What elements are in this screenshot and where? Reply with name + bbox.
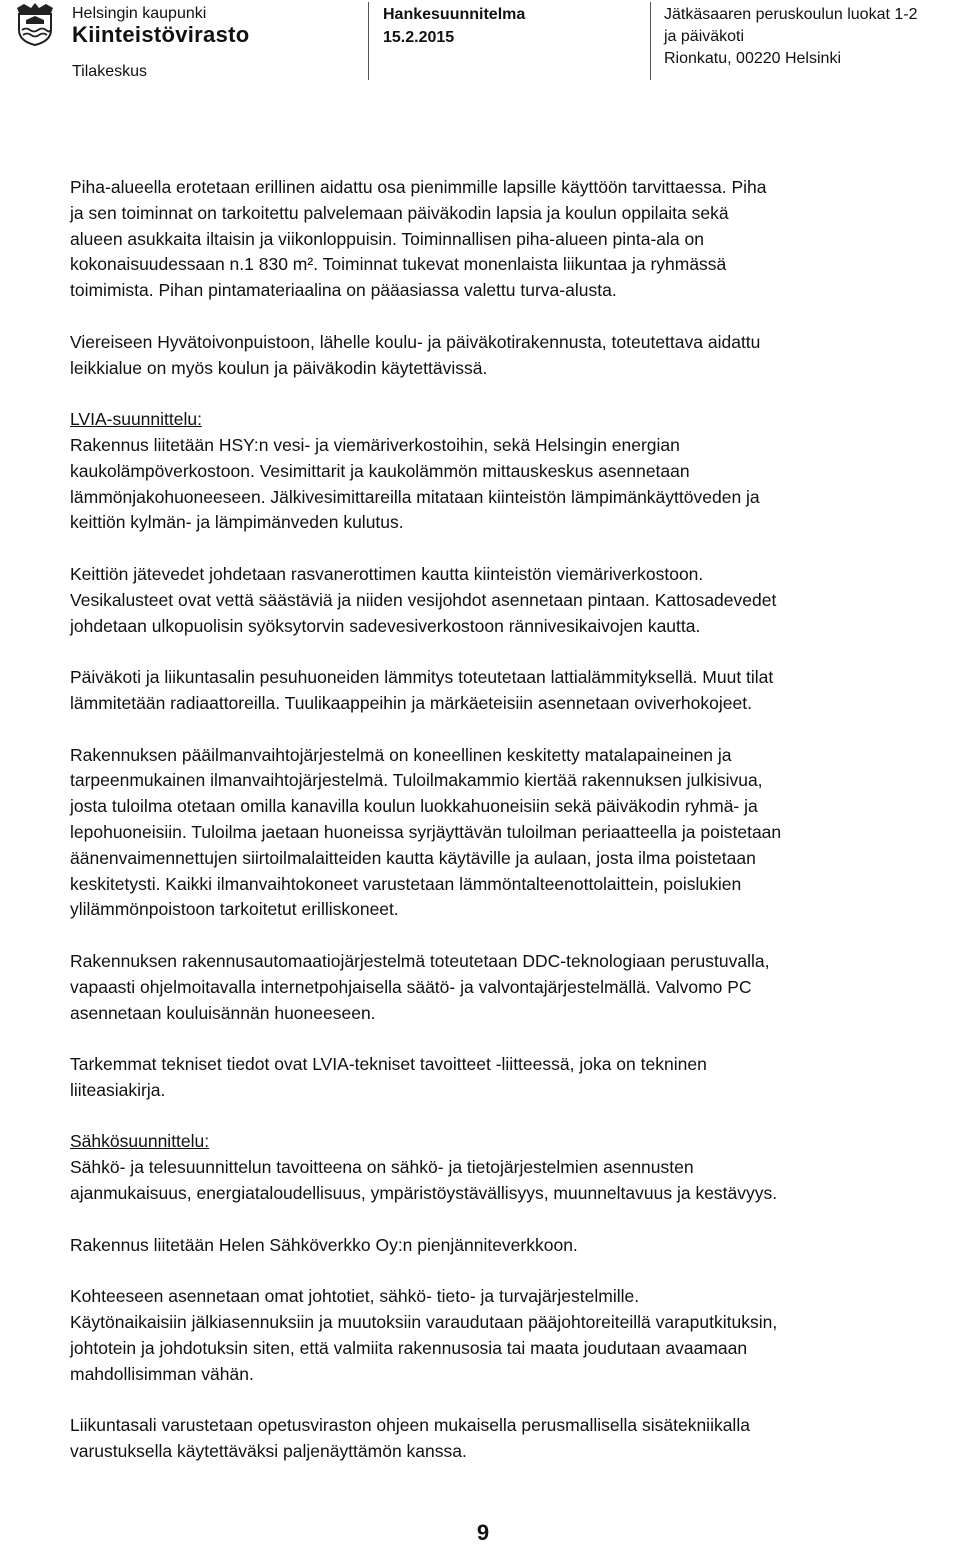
paragraph-gym-equipment xyxy=(70,1413,960,1465)
text-line: keittiön kylmän- ja lämpimänveden kulutus. xyxy=(70,512,404,533)
paragraph-cable-routes xyxy=(70,1284,960,1387)
text-line: Rakennuksen rakennusautomaatiojärjestelmä toteutetaan DDC-teknologiaan perustuvalla, xyxy=(70,950,770,971)
text-line: Piha-alueella erotetaan erillinen aidattu osa pienimmille lapsille käyttöön tarvittaessa. Piha xyxy=(70,177,767,197)
text-line: Vesikalusteet ovat vettä säästäviä ja niiden vesijohdot asennetaan pintaan. Kattosadevedet xyxy=(70,589,777,610)
document-body xyxy=(70,175,960,1491)
text-line: kaukolämpöverkostoon. Vesimittarit ja kaukolämmön mittauskeskus asennetaan xyxy=(70,460,690,481)
text-line: äänenvaimennettujen siirtoilmalaitteiden kautta käytäville ja aulaan, josta ilma poistetaan xyxy=(70,847,756,868)
page-number: 9 xyxy=(476,1520,490,1545)
paragraph-drainage xyxy=(70,562,960,639)
header-divider xyxy=(650,2,651,80)
helsinki-crest-icon xyxy=(2,2,68,46)
text-line: lämmönjakohuoneeseen. Jälkivesimittareilla mitataan kiinteistön lämpimänkäyttöveden ja xyxy=(70,486,760,507)
text-line: johtotein ja johdotuksin siten, että valmiita rakennusosia tai maata joudutaan avaamaan xyxy=(70,1337,748,1358)
org-department: Kiinteistövirasto xyxy=(72,22,250,47)
text-line: Rakennus liitetään Helen Sähköverkko Oy:n pienjänniteverkkoon. xyxy=(70,1234,578,1255)
text-line: toimimista. Pihan pintamateriaalina on pääasiassa valettu turva-alusta. xyxy=(70,280,617,301)
text-line: kokonaisuudessaan n.1 830 m². Toiminnat tukevat monenlaista liikuntaa ja ryhmässä xyxy=(70,254,727,275)
section-heading-lvia: LVIA-suunnittelu: xyxy=(70,409,202,430)
text-line: lepohuoneisiin. Tuloilma jaetaan huoneissa syrjäyttävän tuloilman periaatteella ja poistetaan xyxy=(70,821,782,842)
paragraph-electrical-goals xyxy=(70,1155,960,1207)
text-line: johdetaan ulkopuolisin syöksytorvin sadevesiverkostoon rännivesikaivojen kautta. xyxy=(70,615,701,636)
paragraph-ventilation xyxy=(70,743,960,924)
page-header xyxy=(0,0,960,90)
text-line: Kohteeseen asennetaan omat johtotiet, sähkö- tieto- ja turvajärjestelmille. xyxy=(70,1286,640,1307)
text-line: vapaasti ohjelmoitavalla internetpohjaisella säätö- ja valvontajärjestelmällä. Valvomo PC xyxy=(70,976,752,997)
text-line: liiteasiakirja. xyxy=(70,1079,166,1100)
org-unit: Tilakeskus xyxy=(72,63,147,80)
text-line: Viereiseen Hyvätoivonpuistoon, lähelle koulu- ja päiväkotirakennusta, toteutettava aidattu xyxy=(70,331,761,352)
text-line: lämmitetään radiaattoreilla. Tuulikaappeihin ja märkäeteisiin asennetaan oviverhokojeet. xyxy=(70,692,752,713)
text-line: alueen asukkaita iltaisin ja viikonloppuisin. Toiminnallisen piha-alueen pinta-ala on xyxy=(70,228,704,249)
paragraph-yard xyxy=(70,175,960,304)
text-line: varustuksella käytettäväksi paljenäyttämön kanssa. xyxy=(70,1441,467,1462)
section-heading-electrical: Sähkösuunnittelu: xyxy=(70,1131,210,1152)
text-line: Tarkemmat tekniset tiedot ovat LVIA-tekniset tavoitteet -liitteessä, joka on tekninen xyxy=(70,1054,707,1075)
org-city: Helsingin kaupunki xyxy=(72,5,207,22)
text-line: tarpeenmukainen ilmanvaihtojärjestelmä. Tuloilmakammio kiertää rakennuksen julkisivua, xyxy=(70,770,763,791)
text-line: ylilämmönpoistoon tarkoitetut erilliskoneet. xyxy=(70,899,399,920)
text-line: keskitetysti. Kaikki ilmanvaihtokoneet varustetaan lämmöntalteenottolaittein, poislukien xyxy=(70,873,742,894)
document-date: 15.2.2015 xyxy=(383,29,455,46)
text-line: Rakennus liitetään HSY:n vesi- ja viemäriverkostoihin, sekä Helsingin energian xyxy=(70,434,680,455)
text-line: Käytönaikaisiin jälkiasennuksiin ja muutoksiin varaudutaan pääjohtoreiteillä varaputkituksin, xyxy=(70,1312,778,1333)
project-name-line1: Jätkäsaaren peruskoulun luokat 1-2 xyxy=(664,6,918,23)
text-line: Rakennuksen pääilmanvaihtojärjestelmä on koneellinen keskitetty matalapaineinen ja xyxy=(70,744,732,765)
text-line: Sähkö- ja telesuunnittelun tavoitteena on sähkö- ja tietojärjestelmien asennusten xyxy=(70,1157,694,1178)
text-line: ja sen toiminnat on tarkoitettu palvelemaan päiväkodin lapsia ja koulun oppilaita sekä xyxy=(70,202,729,223)
header-divider xyxy=(368,2,369,80)
text-line: mahdollisimman vähän. xyxy=(70,1363,254,1384)
project-address: Rionkatu, 00220 Helsinki xyxy=(664,50,841,67)
text-line: asennetaan kouluisännän huoneeseen. xyxy=(70,1002,376,1023)
paragraph-water-connection xyxy=(70,433,960,536)
project-name-line2: ja päiväkoti xyxy=(664,28,745,45)
text-line: Keittiön jätevedet johdetaan rasvanerottimen kautta kiinteistön viemäriverkostoon. xyxy=(70,563,704,584)
document-type: Hankesuunnitelma xyxy=(383,6,526,23)
text-line: ajanmukaisuus, energiataloudellisuus, ympäristöystävällisyys, muunneltavuus ja kestävyys. xyxy=(70,1183,778,1204)
paragraph-automation xyxy=(70,949,960,1026)
paragraph-playground xyxy=(70,330,960,382)
text-line: leikkialue on myös koulun ja päiväkodin käytettävissä. xyxy=(70,357,488,378)
text-line: Päiväkoti ja liikuntasalin pesuhuoneiden lämmitys toteutetaan lattialämmityksellä. Muut tilat xyxy=(70,667,774,688)
paragraph-technical-details xyxy=(70,1052,960,1104)
text-line: Liikuntasali varustetaan opetusviraston ohjeen mukaisella perusmallisella sisätekniikalla xyxy=(70,1415,750,1436)
text-line: josta tuloilma otetaan omilla kanavilla koulun luokkahuoneisiin sekä päiväkodin ryhmä- ja xyxy=(70,796,758,817)
paragraph-heating xyxy=(70,665,960,717)
paragraph-grid-connection xyxy=(70,1233,960,1259)
